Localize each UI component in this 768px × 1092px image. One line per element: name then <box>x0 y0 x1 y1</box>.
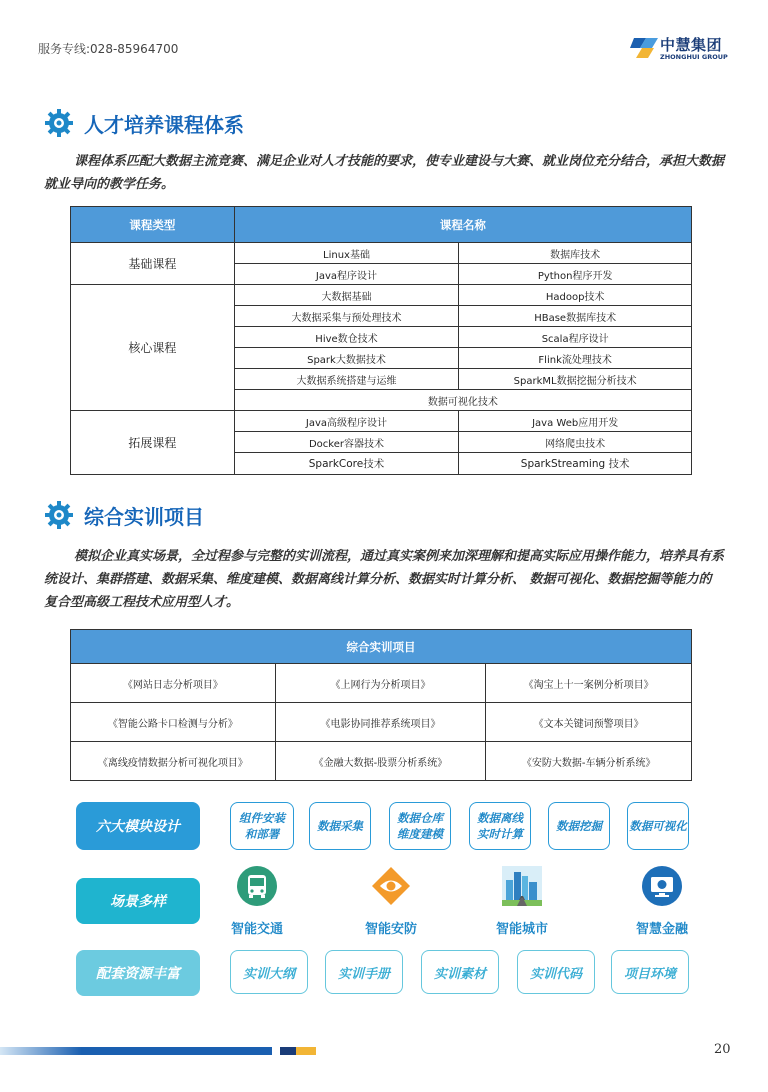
logo-cn-text: 中慧集团 <box>660 36 723 54</box>
logo-mark-icon <box>630 36 658 60</box>
course-cell: 网络爬虫技术 <box>459 432 692 453</box>
scene-label: 智能交通 <box>230 922 283 937</box>
scene-item <box>612 866 712 937</box>
category-core: 核心课程 <box>71 285 235 411</box>
resource-item: 实训代码 <box>517 950 595 994</box>
modules-label: 六大模块设计 <box>76 802 200 850</box>
section-title-text: 综合实训项目 <box>84 504 204 529</box>
gear-icon <box>44 108 74 138</box>
footer-bar-accent <box>280 1047 316 1055</box>
project-cell: 《电影协同推荐系统项目》 <box>275 703 486 742</box>
course-type-header: 课程类型 <box>71 207 235 243</box>
bus-icon <box>237 866 277 906</box>
course-cell: Hive数仓技术 <box>234 327 459 348</box>
scene-item <box>341 866 441 937</box>
course-cell: Java Web应用开发 <box>459 411 692 432</box>
category-basic: 基础课程 <box>71 243 235 285</box>
eye-icon <box>371 866 411 906</box>
scenes-label: 场景多样 <box>76 878 200 924</box>
module-item: 数据可视化 <box>627 802 689 850</box>
resource-item: 实训手册 <box>325 950 403 994</box>
training-intro: 模拟企业真实场景，全过程参与完整的实训流程，通过真实案例来加深理解和提高实际应用操作能力，培养具有系统设计、集群搭建、数据采集、维度建模、数据离线计算分析、数据实时计算分析、 数据可视化、数据挖掘等能力的复合型高级工程技术应用型人才。 <box>44 549 725 610</box>
module-item: 数据采集 <box>309 802 371 850</box>
project-cell: 《文本关键词预警项目》 <box>486 703 692 742</box>
scene-label: 智慧金融 <box>635 922 688 937</box>
project-cell: 《上网行为分析项目》 <box>275 664 486 703</box>
project-cell: 《离线疫情数据分析可视化项目》 <box>71 742 276 781</box>
course-cell-full: 数据可视化技术 <box>234 390 691 411</box>
module-item: 数据挖掘 <box>548 802 610 850</box>
resources-label: 配套资源丰富 <box>76 950 200 996</box>
logo-en-text: ZHONGHUI GROUP <box>660 53 728 61</box>
course-cell: Java程序设计 <box>234 264 459 285</box>
course-table <box>70 206 692 475</box>
page-number: 20 <box>714 1042 731 1057</box>
project-cell: 《安防大数据-车辆分析系统》 <box>486 742 692 781</box>
course-name-header: 课程名称 <box>234 207 691 243</box>
section-title-training <box>44 499 204 531</box>
gear-icon <box>44 500 74 530</box>
course-cell: Docker容器技术 <box>234 432 459 453</box>
project-cell: 《智能公路卡口检测与分析》 <box>71 703 276 742</box>
course-cell: Hadoop技术 <box>459 285 692 306</box>
module-item: 数据离线 实时计算 <box>469 802 531 850</box>
course-cell: Scala程序设计 <box>459 327 692 348</box>
course-cell: Java高级程序设计 <box>234 411 459 432</box>
course-cell: SparkML数据挖掘分析技术 <box>459 369 692 390</box>
course-cell: Spark大数据技术 <box>234 348 459 369</box>
footer-bar-blue <box>0 1047 272 1055</box>
course-cell: 大数据基础 <box>234 285 459 306</box>
resource-item: 实训大纲 <box>230 950 308 994</box>
scene-item <box>472 866 572 937</box>
module-item: 组件安装 和部署 <box>230 802 294 850</box>
category-extension: 拓展课程 <box>71 411 235 475</box>
company-logo <box>630 34 740 66</box>
course-cell: HBase数据库技术 <box>459 306 692 327</box>
module-item: 数据仓库 维度建模 <box>389 802 451 850</box>
project-table-header: 综合实训项目 <box>71 630 692 664</box>
scene-item <box>207 866 307 937</box>
project-cell: 《淘宝上十一案例分析项目》 <box>486 664 692 703</box>
curriculum-intro: 课程体系匹配大数据主流竞赛、满足企业对人才技能的要求，使专业建设与大赛、就业岗位充分结合，承担大数据就业导向的教学任务。 <box>44 154 725 192</box>
course-cell: SparkCore技术 <box>234 453 459 475</box>
course-cell: Python程序开发 <box>459 264 692 285</box>
course-cell: Linux基础 <box>234 243 459 264</box>
course-cell: 大数据采集与预处理技术 <box>234 306 459 327</box>
resource-item: 实训素材 <box>421 950 499 994</box>
section-title-curriculum <box>44 107 244 139</box>
course-cell: Flink流处理技术 <box>459 348 692 369</box>
course-cell: SparkStreaming 技术 <box>459 453 692 475</box>
service-hotline: 服务专线:028-85964700 <box>38 42 179 56</box>
finance-icon <box>642 866 682 906</box>
project-table <box>70 629 692 781</box>
scene-label: 智能安防 <box>364 922 417 937</box>
resource-item: 项目环境 <box>611 950 689 994</box>
project-cell: 《金融大数据-股票分析系统》 <box>275 742 486 781</box>
course-cell: 大数据系统搭建与运维 <box>234 369 459 390</box>
project-cell: 《网站日志分析项目》 <box>71 664 276 703</box>
city-icon <box>502 866 542 906</box>
course-cell: 数据库技术 <box>459 243 692 264</box>
section-title-text: 人才培养课程体系 <box>84 112 244 137</box>
scene-label: 智能城市 <box>495 922 548 937</box>
